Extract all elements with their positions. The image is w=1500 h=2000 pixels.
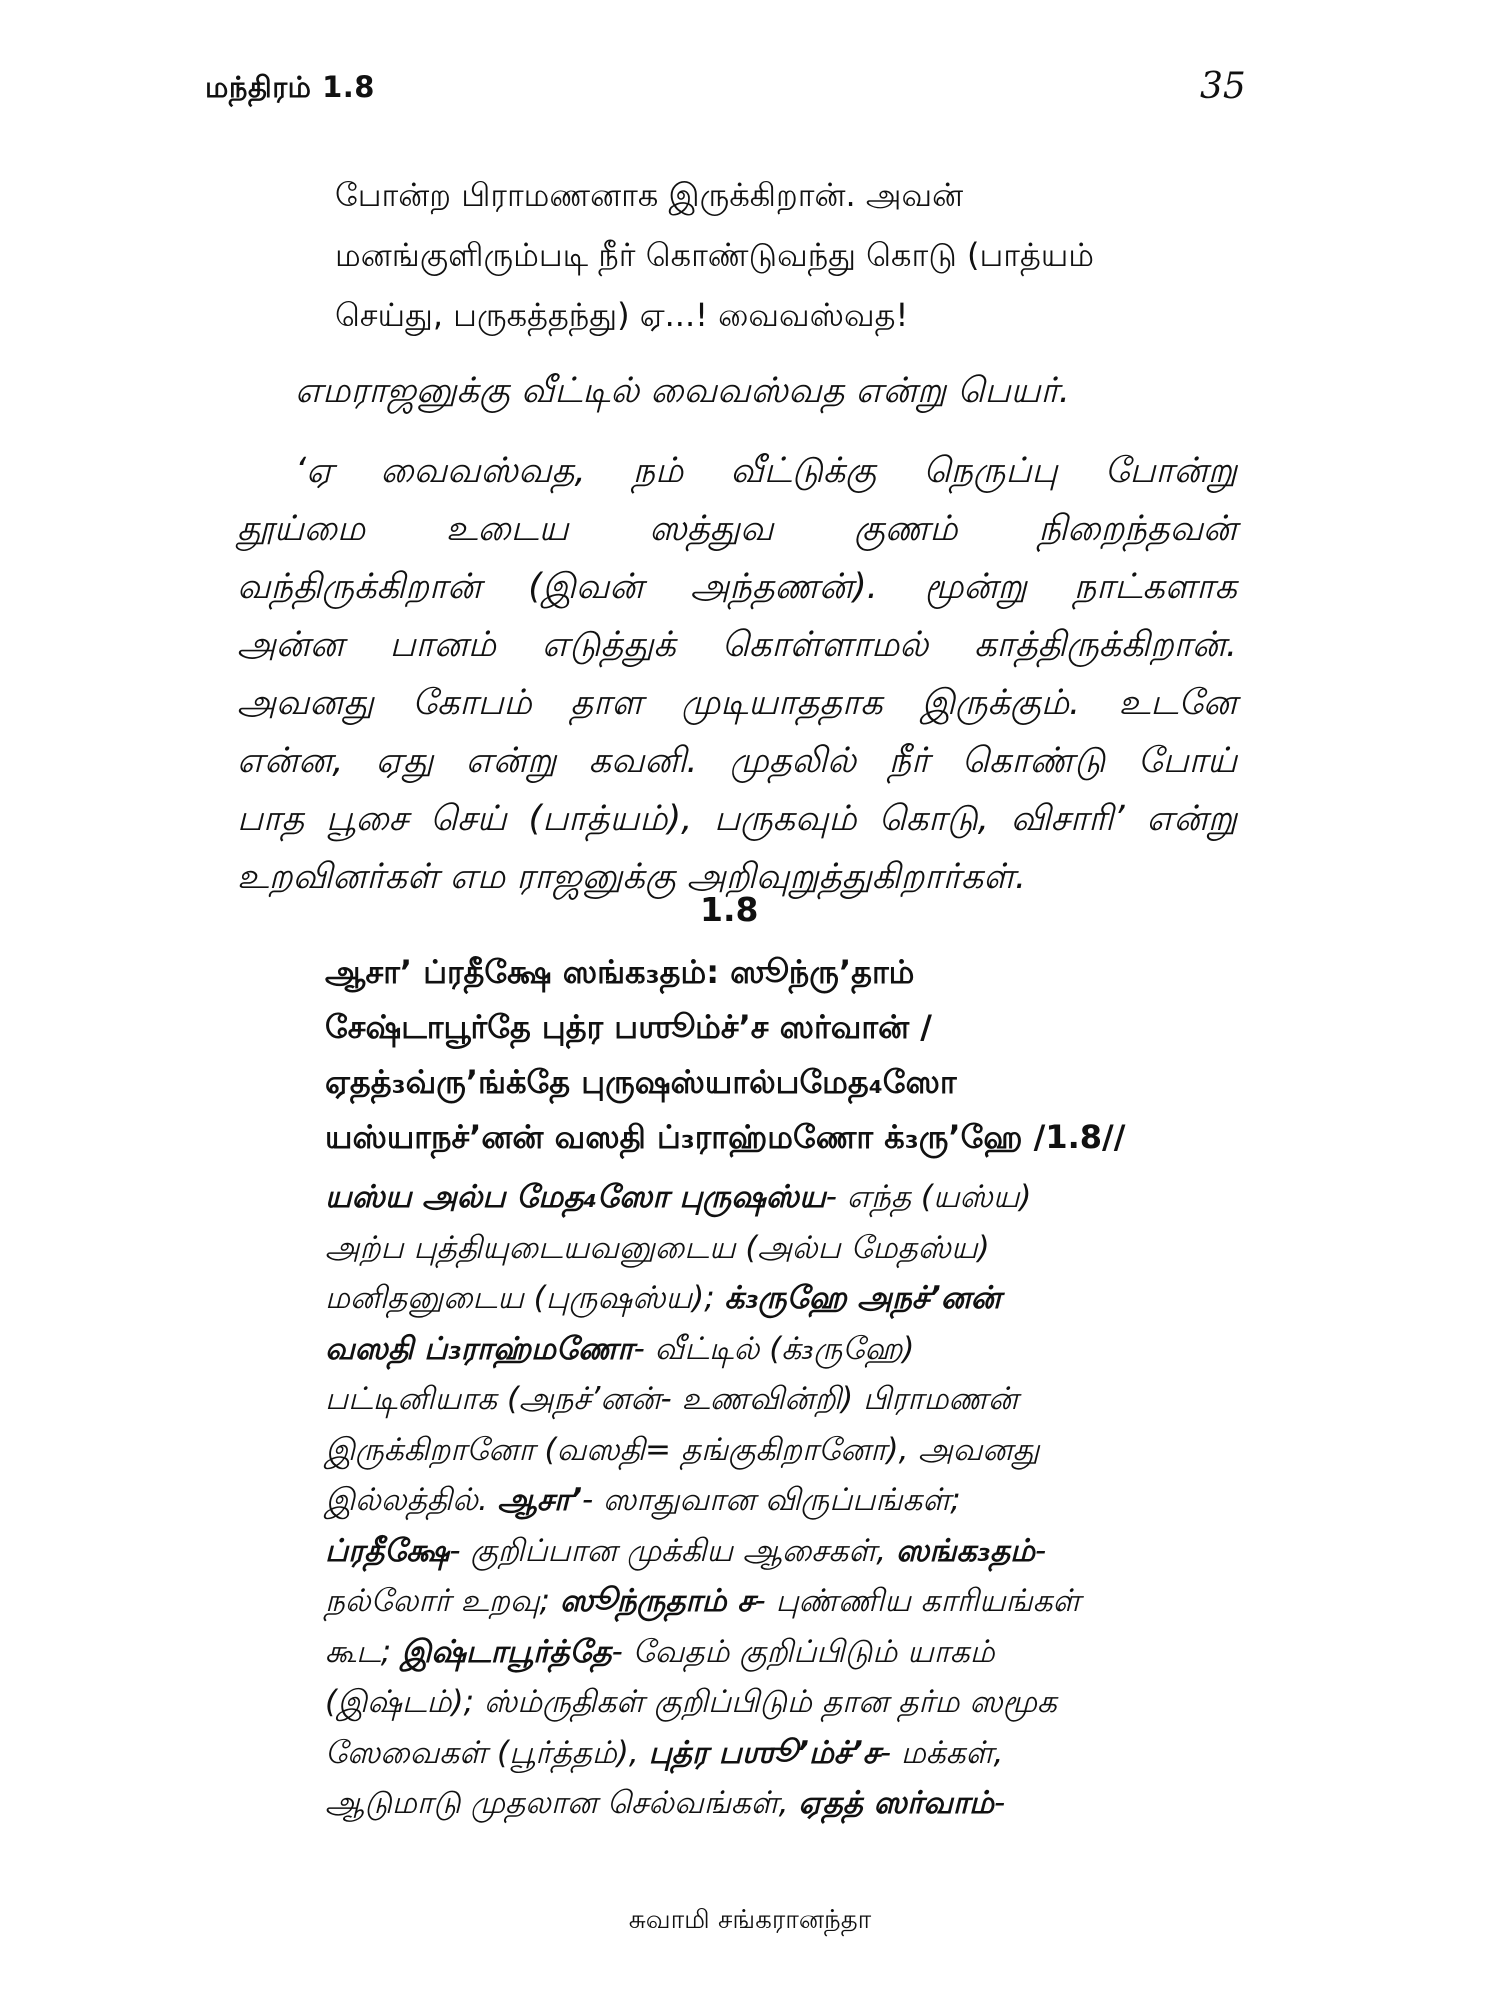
verse-block (325, 945, 1275, 1165)
gloss-text: - மக்கள், (879, 1734, 1004, 1771)
gloss-text: ஸேவைகள் (பூர்த்தம்), (325, 1734, 649, 1771)
gloss-text: - வீட்டில் (க்₃ருஹே) (633, 1330, 915, 1367)
gloss-text: கூட; (325, 1633, 402, 1670)
gloss-text: இல்லத்தில். (325, 1482, 498, 1518)
paragraph-line: பாத பூசை செய் (பாத்யம்), பருகவும் கொடு, விசாரி’ என்று (237, 799, 1237, 839)
narration-line: செய்து, பருகத்தந்து) ஏ...! வைவஸ்வத! (335, 296, 909, 334)
gloss-text: - (1035, 1532, 1047, 1569)
gloss-line: இருக்கிறானோ (வஸதி= தங்குகிறானோ), அவனது (325, 1431, 1040, 1468)
gloss-term: புத்ர பஶூ’ம்ச்’ச (648, 1734, 880, 1771)
gloss-line (325, 1627, 1245, 1678)
verse-number: 1.8 (700, 890, 759, 929)
gloss-term: யஸ்ய அல்ப மேத₄ஸோ புருஷஸ்ய (325, 1179, 826, 1215)
verse-line: ஏதத்₃வ்ரு’ங்க்தே புருஷஸ்யால்பமேத₄ஸோ (325, 1063, 957, 1101)
gloss-text: - ஸாதுவான விருப்பங்கள்; (582, 1482, 961, 1518)
verse-line: யஸ்யாநச்’னன் வஸதி ப்₃ராஹ்மணோ க்₃ரு’ஹே /1.8// (325, 1118, 1126, 1156)
gloss-text: மனிதனுடைய (புருஷஸ்ய); (325, 1280, 725, 1316)
gloss-line (325, 1324, 1245, 1375)
paragraph-line: என்ன, ஏது என்று கவனி. முதலில் நீர் கொண்டு போய் (237, 741, 1237, 781)
paragraph-line: ‘ஏ வைவஸ்வத, நம் வீட்டுக்கு நெருப்பு போன்று (295, 451, 1237, 491)
note-line: எமராஜனுக்கு வீட்டில் வைவஸ்வத என்று பெயர். (295, 371, 1070, 411)
narration-block (335, 165, 1235, 345)
gloss-line (325, 1576, 1245, 1627)
explanation-paragraph (237, 362, 1237, 420)
gloss-line (325, 1778, 1245, 1829)
gloss-text: ஆடுமாடு முதலான செல்வங்கள், (325, 1785, 799, 1821)
gloss-term: க்₃ருஹே அநச்’னன் (724, 1280, 1001, 1316)
gloss-line (325, 1273, 1245, 1324)
gloss-text: - புண்ணிய காரியங்கள் (754, 1583, 1081, 1619)
gloss-term: ஏதத் ஸர்வாம் (798, 1785, 994, 1821)
paragraph-line: அவனது கோபம் தாள முடியாததாக இருக்கும். உடனே (237, 683, 1237, 723)
commentary-paragraph (237, 442, 1237, 906)
word-meaning-block (325, 1172, 1245, 1829)
gloss-text: நல்லோர் உறவு; (325, 1583, 560, 1619)
gloss-term: ஸூந்ருதாம் ச (559, 1583, 755, 1619)
gloss-line (325, 1728, 1245, 1779)
paragraph-line: அன்ன பானம் எடுத்துக் கொள்ளாமல் காத்திருக்கிறான். (237, 625, 1237, 665)
gloss-text: - எந்த (யஸ்ய) (825, 1179, 1032, 1215)
gloss-term: ஸங்க₃தம் (896, 1532, 1036, 1569)
narration-line: போன்ற பிராமணனாக இருக்கிறான். அவன் (335, 176, 964, 214)
narration-line: மனங்குளிரும்படி நீர் கொண்டுவந்து கொடு (பாத்யம் (335, 236, 1095, 274)
gloss-line (325, 1172, 1245, 1223)
gloss-line (325, 1526, 1245, 1577)
verse-line: ஆசா’ ப்ரதீக்ஷே ஸங்க₃தம்: ஸூந்ரு’தாம் (325, 953, 915, 991)
running-header: மந்திரம் 1.8 (205, 70, 375, 104)
gloss-term: ப்ரதீக்ஷே (325, 1532, 450, 1569)
page-number: 35 (1200, 66, 1246, 107)
gloss-term: ஆசா’ (497, 1482, 582, 1518)
gloss-line (325, 1475, 1245, 1526)
gloss-line: (இஷ்டம்); ஸ்ம்ருதிகள் குறிப்பிடும் தான தர்ம ஸமூக (325, 1684, 1057, 1720)
gloss-term: வஸதி ப்₃ராஹ்மணோ (325, 1330, 634, 1367)
gloss-term: இஷ்டாபூர்த்தே (401, 1633, 612, 1670)
gloss-text: - குறிப்பான முக்கிய ஆசைகள், (449, 1532, 896, 1569)
paragraph-line: தூய்மை உடைய ஸத்துவ குணம் நிறைந்தவன் (237, 509, 1237, 549)
gloss-line: பட்டினியாக (அநச்’னன்- உணவின்றி) பிராமணன் (325, 1381, 1019, 1417)
paragraph-line: உறவினர்கள் எம ராஜனுக்கு அறிவுறுத்துகிறார்கள். (237, 857, 1026, 897)
gloss-text: - வேதம் குறிப்பிடும் யாகம் (611, 1633, 995, 1670)
gloss-text: - (993, 1785, 1006, 1821)
paragraph-line: வந்திருக்கிறான் (இவன் அந்தணன்). மூன்று நாட்களாக (237, 567, 1237, 607)
page-footer-author: சுவாமி சங்கரானந்தா (628, 1905, 872, 1935)
gloss-line: அற்ப புத்தியுடையவனுடைய (அல்ப மேதஸ்ய) (325, 1229, 990, 1266)
verse-line: சேஷ்டாபூர்தே புத்ர பஶூம்ச்’ச ஸர்வான் / (325, 1008, 932, 1046)
